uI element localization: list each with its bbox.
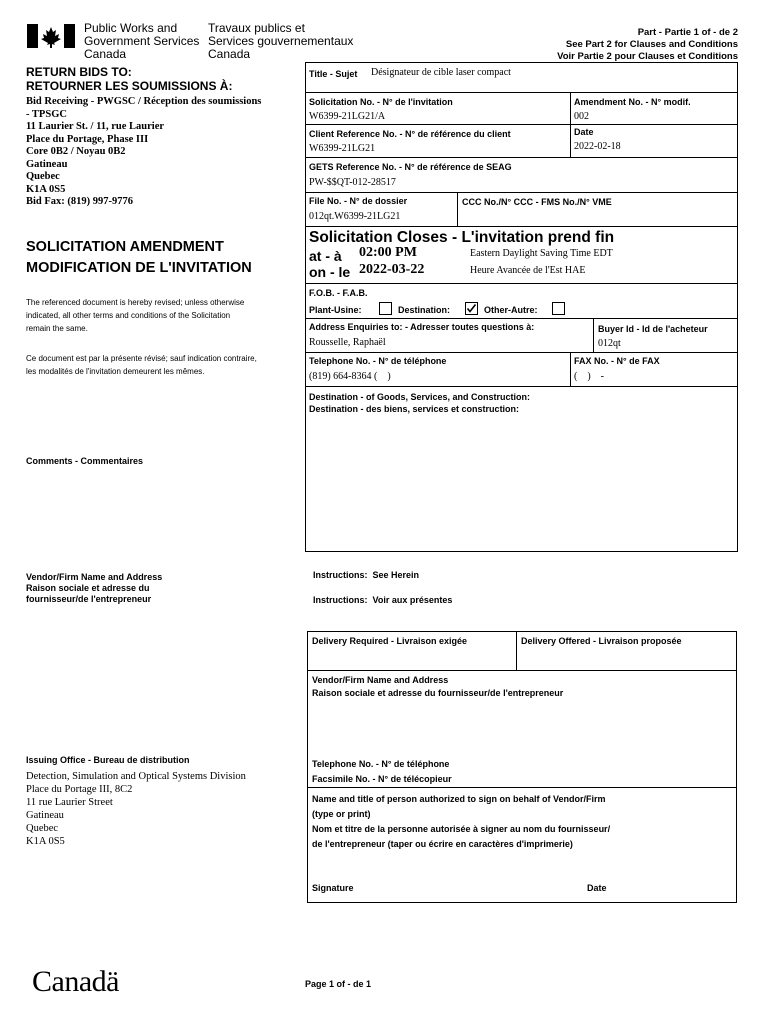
solicitation-number-label: Solicitation No. - N° de l'invitation (309, 97, 453, 107)
issuing-office-address: Detection, Simulation and Optical Systems Division Place du Portage III, 8C2 11 rue Laurier Street Gatineau Quebec K1A 0S5 (26, 771, 246, 847)
gets-reference-label: GETS Reference No. - N° de référence de SEAG (309, 162, 512, 172)
on-label: on - le (309, 264, 351, 280)
department-name-fr: Travaux publics et Services gouvernementaux Canada (208, 21, 354, 61)
vendor-firm-label: Vendor/Firm Name and Address Raison sociale et adresse du fournisseur/de l'entrepreneur (26, 572, 163, 604)
buyer-id-value: 012qt (598, 338, 621, 349)
authorized-person-label: Name and title of person authorized to sign on behalf of Vendor/Firm (type or print) Nom et titre de la personne autorisée à signer au nom du fournisseur/ de l'entrepreneur (taper ou écrire en caractères d'imprimerie) (312, 794, 611, 849)
other-label: Other-Autre: (484, 305, 538, 315)
file-number-label: File No. - N° de dossier (309, 196, 408, 206)
gc-flag-symbol (27, 24, 75, 48)
page-number: Page 1 of - de 1 (305, 979, 372, 989)
vendor-telephone-label: Telephone No. - N° de téléphone (312, 759, 450, 769)
solicitation-closes-title: Solicitation Closes - L'invitation prend fin (309, 229, 615, 246)
canada-wordmark: Canadä (32, 965, 119, 998)
title-label: Title - Sujet (309, 69, 358, 79)
plant-checkbox[interactable] (379, 302, 392, 315)
part-info (557, 27, 738, 63)
delivery-offered-label: Delivery Offered - Livraison proposée (521, 636, 682, 646)
other-checkbox[interactable] (552, 302, 565, 315)
fax-value: ( ) - (574, 371, 604, 382)
department-name-en: Public Works and Government Services Canada (84, 21, 200, 61)
part-number: Part - Partie 1 of - de 2 (637, 27, 738, 38)
checkmark-icon (466, 303, 477, 314)
vendor-facsimile-label: Facsimile No. - N° de télécopieur (312, 774, 452, 784)
fob-label: F.O.B. - F.A.B. (309, 288, 368, 298)
destination-checkbox[interactable] (465, 302, 478, 315)
ccc-number-label: CCC No./N° CCC - FMS No./N° VME (462, 197, 612, 207)
amendment-number-value: 002 (574, 111, 589, 122)
at-label: at - à (309, 248, 342, 264)
telephone-value: (819) 664-8364 ( ) (309, 371, 391, 382)
return-bids-title: RETURN BIDS TO: RETOURNER LES SOUMISSIONS À: (26, 65, 233, 93)
amendment-title: SOLICITATION AMENDMENT MODIFICATION DE L'INVITATION (26, 239, 252, 276)
telephone-label: Telephone No. - N° de téléphone (309, 356, 447, 366)
client-reference-label: Client Reference No. - N° de référence du client (309, 129, 511, 139)
date-value: 2022-02-18 (574, 141, 621, 152)
timezone-en: Eastern Daylight Saving Time EDT (470, 248, 613, 259)
buyer-id-label: Buyer Id - Id de l'acheteur (598, 324, 708, 334)
fax-label: FAX No. - N° de FAX (574, 356, 660, 366)
return-bids-address: Bid Receiving - PWGSC / Réception des soumissions - TPSGC 11 Laurier St. / 11, rue Laurier Place du Portage, Phase III Core 0B2 / Noyau 0B2 Gatineau Quebec K1A 0S5 Bid Fax: (819) 997-9776 (26, 96, 262, 207)
amendment-text-en: The referenced document is hereby revised; unless otherwise indicated, all other terms and conditions of the Solicitation remain the same. (26, 298, 245, 333)
client-reference-value: W6399-21LG21 (309, 143, 376, 154)
amendment-number-label: Amendment No. - N° modif. (574, 97, 691, 107)
plant-label: Plant-Usine: (309, 305, 362, 315)
see-part-fr: Voir Partie 2 pour Clauses et Conditions (557, 51, 738, 62)
delivery-required-label: Delivery Required - Livraison exigée (312, 636, 468, 646)
signature-date-label: Date (587, 883, 607, 893)
closing-time: 02:00 PM (359, 245, 417, 260)
address-enquiries-value: Rousselle, Raphaël (309, 337, 386, 348)
amendment-text-fr: Ce document est par la présente révisé; sauf indication contraire, les modalités de l'invitation demeurent les mêmes. (26, 354, 257, 376)
gets-reference-value: PW-$$QT-012-28517 (309, 177, 396, 188)
date-label: Date (574, 127, 594, 137)
signature-label: Signature (312, 883, 354, 893)
destination-goods-label: Destination - of Goods, Services, and Construction: Destination - des biens, services et construction: (309, 392, 531, 414)
address-enquiries-label: Address Enquiries to: - Adresser toutes questions à: (309, 322, 535, 332)
see-part-en: See Part 2 for Clauses and Conditions (565, 39, 738, 50)
instructions-fr: Instructions: Voir aux présentes (313, 595, 453, 605)
vendor-name-address-label: Vendor/Firm Name and Address Raison sociale et adresse du fournisseur/de l'entrepreneur (312, 675, 564, 698)
instructions-en: Instructions: See Herein (313, 570, 420, 580)
destination-label: Destination: (398, 305, 451, 315)
issuing-office-label: Issuing Office - Bureau de distribution (26, 755, 190, 765)
title-value: Désignateur de cible laser compact (371, 67, 511, 78)
timezone-fr: Heure Avancée de l'Est HAE (470, 265, 586, 276)
solicitation-number-value: W6399-21LG21/A (309, 111, 386, 122)
comments-label: Comments - Commentaires (26, 456, 144, 466)
file-number-value: 012qt.W6399-21LG21 (309, 211, 401, 222)
closing-date: 2022-03-22 (359, 262, 425, 277)
